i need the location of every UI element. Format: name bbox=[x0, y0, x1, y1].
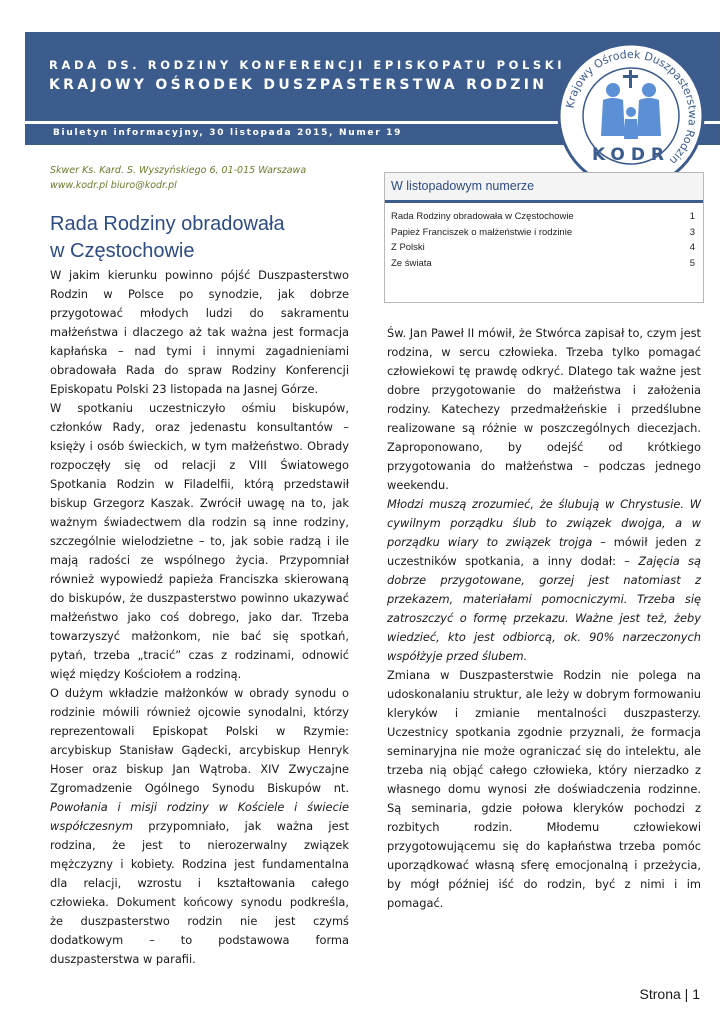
article-title bbox=[50, 211, 370, 265]
toc-item-page: 4 bbox=[689, 242, 695, 253]
toc-item-label: Papież Franciszek o małżeństwie i rodzinie bbox=[391, 226, 573, 238]
article-paragraph bbox=[387, 495, 701, 666]
masthead-council-name: RADA DS. RODZINY KONFERENCJI EPISKOPATU POLSKI bbox=[49, 58, 566, 72]
article-paragraph: W spotkaniu uczestniczyło ośmiu biskupów, członków Rady, oraz jedenastu konsultantów – księży i osób świeckich, w tym małżeństwo. Obrady rozpoczęły się od relacji z VIII Światowego Spotkania Rodzin w Filadelfii, którą przedstawił biskup Grzegorz Kaszak. Zwrócił uwagę na to, jak ważnym świadectwem dla rodzin są inne rodziny, szczególnie wielodzietne – to, jak sobie radzą i ile mają radości ze wspólnego życia. Przypomniał również wypowiedź papieża Franciszka skierowaną do biskupów, że duszpasterstwo powinno ukazywać małżeństwo jako coś dobrego, jako dar. Trzeba towarzyszyć małżonkom, nie bać się spotkań, pytań, trzeba „tracić” czas z rodzinami, odnowić więź między Kościołem a rodziną. bbox=[50, 401, 349, 681]
toc-item-label: Ze świata bbox=[391, 257, 432, 269]
address-block bbox=[50, 163, 370, 193]
article-paragraph bbox=[50, 684, 349, 969]
address-contact: www.kodr.pl biuro@kodr.pl bbox=[50, 180, 177, 191]
quote-text: Zajęcia są dobrze przygotowane, gorzej jest natomiast z przekazem, materiałami pomocniczymi. Trzeba się zatroszczyć o formę przekazu. Ważne jest też, żeby wiedzieć, kto jest odbiorcą, ok. 90% narzeczonych współżyje przed ślubem. bbox=[387, 554, 701, 663]
article-text: przypomniało, jak ważna jest rodzina, że jest to nierozerwalny związek mężczyzny i kobiety. Rodzina jest fundamentalna dla relacji, wzrostu i kształtowania całego człowieka. Dokument końcowy synodu podkreśla, że duszpasterstwo rodzin nie jest czymś dodatkowym – to podstawowa forma duszpasterstwa w parafii. bbox=[50, 819, 349, 966]
toc-item[interactable] bbox=[391, 209, 695, 225]
toc-item-page: 3 bbox=[689, 226, 695, 238]
article-paragraph: Zmiana w Duszpasterstwie Rodzin nie polega na udoskonalaniu struktur, ale leży w dobrym formowaniu kleryków i zmianie mentalności duszpasterzy. Uczestnicy spotkania zgodnie przyznali, że formacja seminaryjna nie może ograniczać się do intelektu, ale trzeba nią objąć całego człowieka, który nierzadko z własnego domu wynosi złe doświadczenia rodzinne. Są seminaria, gdzie połowa kleryków pochodzi z rozbitych rodzin. Młodemu człowiekowi przygotowującemu się do kapłaństwa trzeba pomóc uporządkować własną sferę emocjonalną i przeżycia, by mógł później iść do rodzin, być z nimi i im pomagać. bbox=[387, 668, 701, 910]
toc-item-page: 5 bbox=[689, 257, 695, 269]
toc-item-label: Z Polski bbox=[391, 242, 425, 253]
bulletin-info: Biuletyn informacyjny, 30 listopada 2015, Numer 19 bbox=[53, 128, 403, 138]
page-number: Strona | 1 bbox=[639, 986, 700, 1002]
article-column-right bbox=[387, 324, 701, 913]
synod-theme-title: Powołania i misji rodziny w Kościele i świecie współczesnym bbox=[50, 800, 349, 833]
logo-acronym: KODR bbox=[591, 145, 671, 165]
toc-heading: W listopadowym numerze bbox=[385, 173, 703, 203]
table-of-contents bbox=[384, 172, 704, 303]
kodr-logo-icon bbox=[557, 42, 705, 190]
article-paragraph: W jakim kierunku powinno pójść Duszpasterstwo Rodzin w Polsce po synodzie, jak dobrze przygotować młodych ludzi do sakramentu małżeństwa i dlaczego aż tak ważna jest formacja kapłańska – nad tymi i innymi zagadnieniami obradowała Rada do spraw Rodziny Konferencji Episkopatu Polski 23 listopada na Jasnej Górze. bbox=[50, 268, 349, 396]
article-text: O dużym wkładzie małżonków w obrady synodu o rodzinie mówili również ojcowie synodalni, którzy reprezentowali Episkopat Polski w Rzymie: arcybiskup Stanisław Gądecki, arcybiskup Henryk Hoser oraz biskup Jan Wątroba. XIV Zwyczajne Zgromadzenie Ogólnego Synodu Biskupów nt. bbox=[50, 686, 349, 795]
quote-text: Młodzi muszą zrozumieć, że ślubują w Chrystusie. W cywilnym porządku ślub to związek dwojga, a w porządku wiary to związek trojga bbox=[387, 497, 701, 549]
article-column-left bbox=[50, 266, 349, 969]
toc-list bbox=[385, 203, 703, 271]
article-title-line2: w Częstochowie bbox=[50, 240, 195, 262]
address-street: Skwer Ks. Kard. S. Wyszyńskiego 6, 01-015 Warszawa bbox=[50, 165, 307, 176]
article-text: – mówił jeden z uczestników spotkania, a inny dodał: – bbox=[387, 535, 701, 568]
logo-ring-text: Krajowy Ośrodek Duszpasterstwa Rodzin bbox=[563, 47, 700, 168]
masthead-center-name: KRAJOWY OŚRODEK DUSZPASTERSTWA RODZIN bbox=[49, 77, 548, 93]
toc-item[interactable] bbox=[391, 240, 695, 256]
toc-item-label: Rada Rodziny obradowała w Częstochowie bbox=[391, 211, 574, 222]
toc-item[interactable] bbox=[391, 225, 695, 241]
article-title-line1: Rada Rodziny obradowała bbox=[50, 213, 285, 235]
toc-item-page: 1 bbox=[689, 211, 695, 222]
article-paragraph: Św. Jan Paweł II mówił, że Stwórca zapisał to, czym jest rodzina, w sercu człowieka. Trzeba tylko pomagać człowiekowi tę prawdę odkryć. Dlatego tak ważne jest dobre przygotowanie do małżeństwa i założenia rodziny. Katechezy przedmałżeńskie i przedślubne realizowane są różnie w poszczególnych diecezjach. Zaproponowano, by odejść od krótkiego przygotowania do małżeństwa – podczas jednego weekendu. bbox=[387, 326, 701, 492]
toc-item[interactable] bbox=[391, 256, 695, 272]
